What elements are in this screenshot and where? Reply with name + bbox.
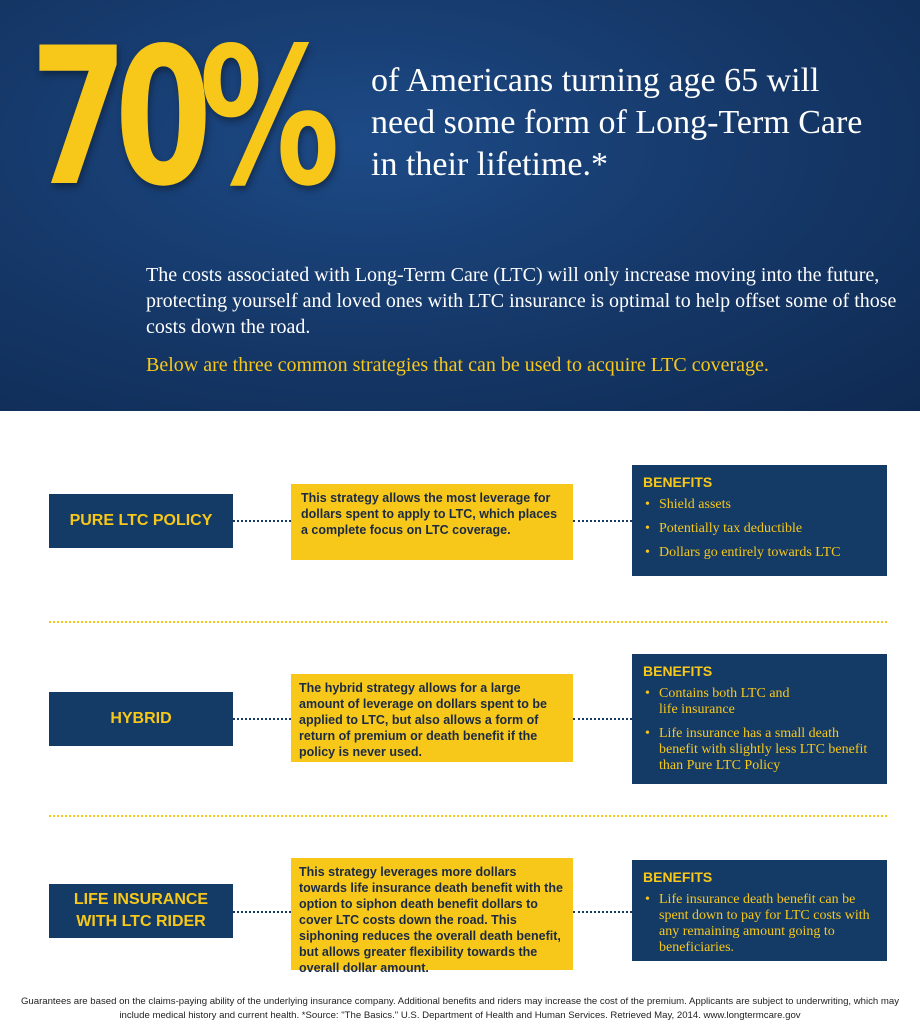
benefits-title: BENEFITS <box>643 869 713 885</box>
headline <box>371 60 911 186</box>
big-percent-stat: 70% <box>30 7 327 228</box>
benefit-item: • Life insurance death benefit can be spent down to pay for LTC costs with any remaining amount going to beneficiaries. <box>643 892 877 956</box>
benefits-title: BENEFITS <box>643 663 713 679</box>
connector-line <box>233 520 291 522</box>
benefit-item: • Life insurance has a small death benefit with slightly less LTC benefit than Pure LTC Policy <box>643 726 877 774</box>
connector-line <box>573 520 632 522</box>
hero-banner <box>0 0 920 411</box>
benefits-box-pure-ltc <box>632 465 887 576</box>
benefits-title: BENEFITS <box>643 474 713 490</box>
benefit-item: • Dollars go entirely towards LTC <box>643 545 877 561</box>
headline-line: need some form of Long-Term Care <box>371 104 863 141</box>
benefit-item: • Shield assets <box>643 497 877 513</box>
strategy-label-hybrid: HYBRID <box>49 692 233 746</box>
connector-line <box>573 718 632 720</box>
strategies-intro: Below are three common strategies that can be used to acquire LTC coverage. <box>146 354 769 376</box>
strategy-description-life-insurance-rider: This strategy leverages more dollars towards life insurance death benefit with the option to siphon death benefit dollars to cover LTC costs down the road. This siphoning reduces the overall death benefit, but allows greater flexibility towards the overall dollar amount. <box>291 858 573 970</box>
intro-paragraph: The costs associated with Long-Term Care (LTC) will only increase moving into the future, protecting yourself and loved ones with LTC insurance is optimal to help offset some of those costs down the road. <box>146 264 897 338</box>
benefits-list <box>643 686 877 774</box>
strategy-label-text: LIFE INSURANCE WITH LTC RIDER <box>73 891 209 930</box>
benefit-item: • Contains both LTC and life insurance <box>643 686 793 718</box>
connector-line <box>233 911 291 913</box>
section-divider <box>49 815 887 817</box>
headline-line: in their lifetime.* <box>371 146 608 183</box>
headline-line: of Americans turning age 65 will <box>371 62 820 99</box>
benefits-box-life-insurance-rider <box>632 860 887 961</box>
strategy-label-pure-ltc: PURE LTC POLICY <box>49 494 233 548</box>
strategy-label-life-insurance-rider <box>49 884 233 938</box>
benefits-list <box>643 497 877 561</box>
benefits-box-hybrid <box>632 654 887 784</box>
strategy-description-pure-ltc: This strategy allows the most leverage for dollars spent to apply to LTC, which places a complete focus on LTC coverage. <box>291 484 573 560</box>
benefit-item: • Potentially tax deductible <box>643 521 877 537</box>
footer-disclaimer: Guarantees are based on the claims-paying ability of the underlying insurance company. Additional benefits and riders may increase the cost of the premium. Applicants are subject to underwriting, which may include medical history and current health. *Source: "The Basics." U.S. Department of Health and Human Services. Retrieved May, 2014. www.longtermcare.gov <box>20 996 900 1021</box>
strategy-description-hybrid: The hybrid strategy allows for a large amount of leverage on dollars spent to be applied to LTC, but also allows a form of return of premium or death benefit if the policy is never used. <box>291 674 573 762</box>
connector-line <box>233 718 291 720</box>
section-divider <box>49 621 887 623</box>
connector-line <box>573 911 632 913</box>
benefits-list <box>643 892 877 956</box>
